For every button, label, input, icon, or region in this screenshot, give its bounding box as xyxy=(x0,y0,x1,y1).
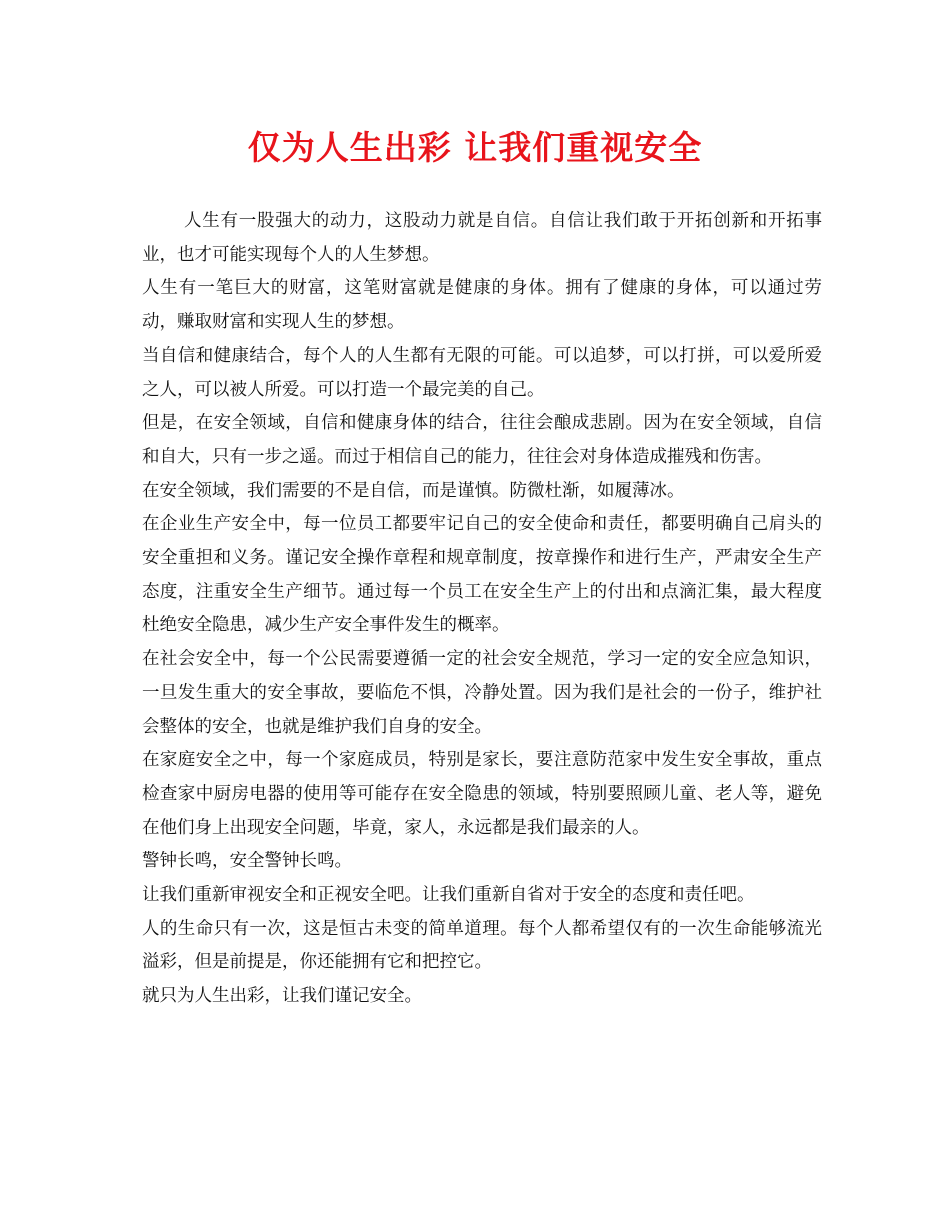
paragraph-12: 就只为人生出彩，让我们谨记安全。 xyxy=(142,986,422,1007)
paragraph-6: 在企业生产安全中，每一位员工都要牢记自己的安全使命和责任，都要明确自己肩头的安全重担和义务。谨记安全操作章程和规章制度，按章操作和进行生产，严肃安全生产态度，注重安全生产细节。通过每一个员工在安全生产上的付出和点滴汇集，最大程度杜绝安全隐患，减少生产安全事件发生的概率。 xyxy=(142,514,822,636)
paragraph-11: 人的生命只有一次，这是恒古未变的简单道理。每个人都希望仅有的一次生命能够流光溢彩，但是前提是，你还能拥有它和把控它。 xyxy=(142,918,822,973)
paragraph-10: 让我们重新审视安全和正视安全吧。让我们重新自省对于安全的态度和责任吧。 xyxy=(142,885,755,906)
paragraph-1: 人生有一股强大的动力，这股动力就是自信。自信让我们敢于开拓创新和开拓事业，也才可能实现每个人的人生梦想。 xyxy=(142,211,822,265)
paragraph-5: 在安全领域，我们需要的不是自信，而是谨慎。防微杜渐，如履薄冰。 xyxy=(142,480,685,501)
paragraph-4: 但是，在安全领域，自信和健康身体的结合，往往会酿成悲剧。因为在安全领域，自信和自大，只有一步之遥。而过于相信自己的能力，往往会对身体造成摧残和伤害。 xyxy=(142,413,822,467)
paragraph-7: 在社会安全中，每一个公民需要遵循一定的社会安全规范，学习一定的安全应急知识，一旦发生重大的安全事故，要临危不惧，冷静处置。因为我们是社会的一份子，维护社会整体的安全，也就是维护我们自身的安全。 xyxy=(142,649,822,737)
paragraph-8: 在家庭安全之中，每一个家庭成员，特别是家长，要注意防范家中发生安全事故，重点检查家中厨房电器的使用等可能存在安全隐患的领域，特别要照顾儿童、老人等，避免在他们身上出现安全问题，毕竟，家人，永远都是我们最亲的人。 xyxy=(142,750,822,838)
document-title: 仅为人生出彩 让我们重视安全 xyxy=(247,128,703,167)
paragraph-3: 当自信和健康结合，每个人的人生都有无限的可能。可以追梦，可以打拼，可以爱所爱之人，可以被人所爱。可以打造一个最完美的自己。 xyxy=(142,345,822,400)
document-body xyxy=(142,205,822,1014)
paragraph-9: 警钟长鸣，安全警钟长鸣。 xyxy=(142,851,352,872)
paragraph-2: 人生有一笔巨大的财富，这笔财富就是健康的身体。拥有了健康的身体，可以通过劳动，赚取财富和实现人生的梦想。 xyxy=(142,278,822,333)
